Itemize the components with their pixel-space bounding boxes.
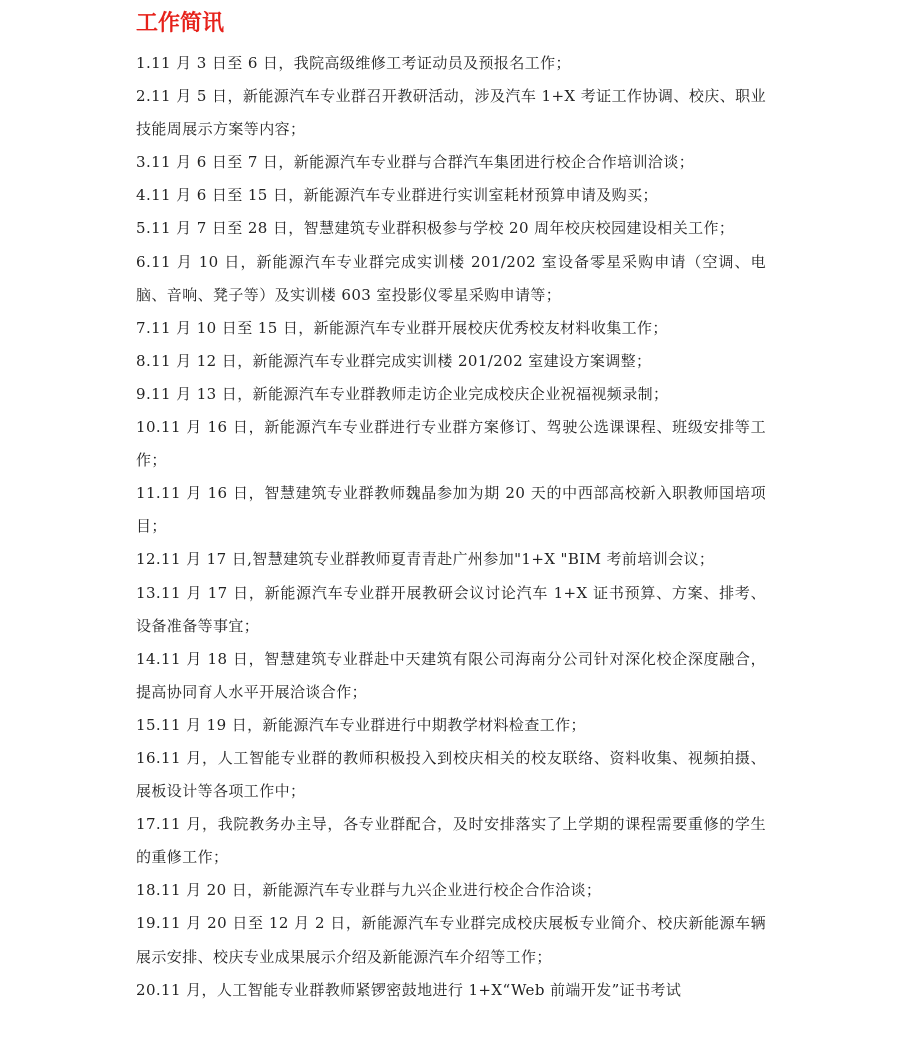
news-item: 7.11 月 10 日至 15 日，新能源汽车专业群开展校庆优秀校友材料收集工作； bbox=[136, 318, 668, 337]
news-item: 3.11 月 6 日至 7 日，新能源汽车专业群与合群汽车集团进行校企合作培训洽谈； bbox=[136, 153, 695, 172]
news-item: 1.11 月 3 日至 6 日，我院高级维修工考证动员及预报名工作； bbox=[136, 54, 571, 72]
news-item: 19.11 月 20 日至 12 月 2 日，新能源汽车专业群完成校庆展板专业简介、校庆新能源车辆展示安排、校庆专业成果展示介绍及新能源汽车介绍等工作； bbox=[136, 914, 766, 966]
news-item: 12.11 月 17 日,智慧建筑专业群教师夏青青赴广州参加"1+X "BIM 考前培训会议； bbox=[136, 550, 715, 569]
news-item: 14.11 月 18 日，智慧建筑专业群赴中天建筑有限公司海南分公司针对深化校企深度融合，提高协同育人水平开展洽谈合作； bbox=[136, 649, 766, 701]
news-item: 16.11 月，人工智能专业群的教师积极投入到校庆相关的校友联络、资料收集、视频拍摄、展板设计等各项工作中； bbox=[136, 748, 766, 801]
news-item: 8.11 月 12 日，新能源汽车专业群完成实训楼 201/202 室建设方案调整； bbox=[136, 351, 652, 370]
news-item: 11.11 月 16 日，智慧建筑专业群教师魏晶参加为期 20 天的中西部高校新入职教师国培项目； bbox=[136, 484, 766, 536]
news-item: 15.11 月 19 日，新能源汽车专业群进行中期教学材料检查工作； bbox=[136, 715, 586, 734]
news-item: 2.11 月 5 日，新能源汽车专业群召开教研活动，涉及汽车 1+X 考证工作协调、校庆、职业技能周展示方案等内容； bbox=[136, 87, 766, 139]
news-item: 4.11 月 6 日至 15 日，新能源汽车专业群进行实训室耗材预算申请及购买； bbox=[136, 186, 658, 205]
news-item: 5.11 月 7 日至 28 日，智慧建筑专业群积极参与学校 20 周年校庆校园建设相关工作； bbox=[136, 219, 735, 238]
news-item: 6.11 月 10 日，新能源汽车专业群完成实训楼 201/202 室设备零星采购申请（空调、电脑、音响、凳子等）及实训楼 603 室投影仪零星采购申请等； bbox=[136, 252, 766, 304]
news-item: 18.11 月 20 日，新能源汽车专业群与九兴企业进行校企合作洽谈； bbox=[136, 881, 602, 900]
news-list bbox=[136, 47, 766, 1007]
news-item: 17.11 月，我院教务办主导，各专业群配合，及时安排落实了上学期的课程需要重修的学生的重修工作； bbox=[136, 815, 766, 867]
news-item: 13.11 月 17 日，新能源汽车专业群开展教研会议讨论汽车 1+X 证书预算、方案、排考、设备准备等事宜； bbox=[136, 583, 766, 635]
news-item: 20.11 月，人工智能专业群教师紧锣密鼓地进行 1+X“Web 前端开发”证书考试 bbox=[136, 980, 682, 999]
page-title: 工作简讯 bbox=[136, 11, 225, 36]
news-item: 9.11 月 13 日，新能源汽车专业群教师走访企业完成校庆企业祝福视频录制； bbox=[136, 384, 669, 403]
news-item: 10.11 月 16 日，新能源汽车专业群进行专业群方案修订、驾驶公选课课程、班级安排等工作； bbox=[136, 418, 766, 470]
